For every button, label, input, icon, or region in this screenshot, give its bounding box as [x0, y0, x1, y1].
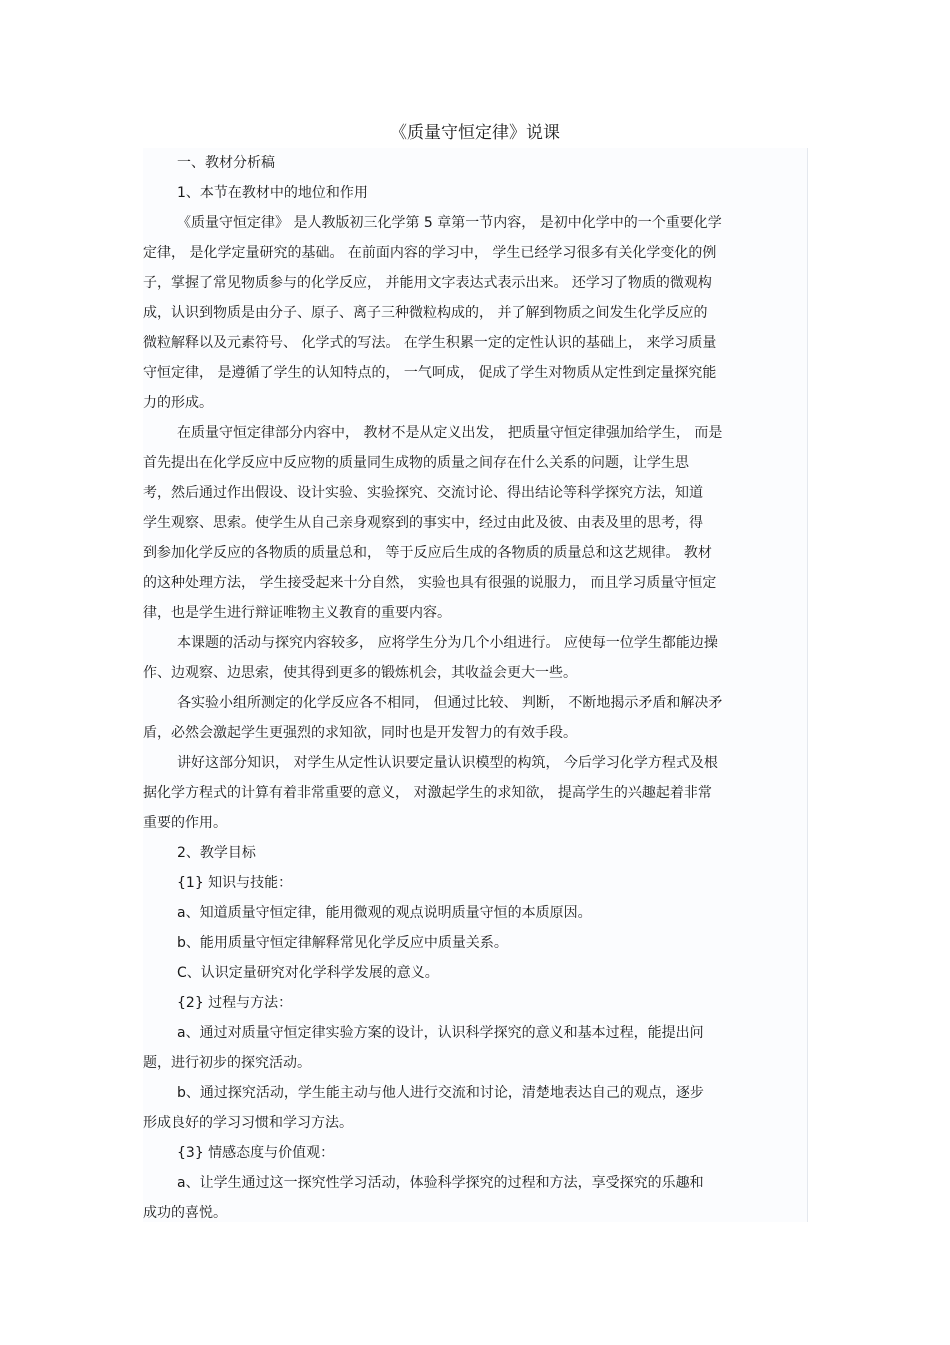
- text-line: 定律， 是化学定量研究的基础。 在前面内容的学习中， 学生已经学习很多有关化学变化的例: [143, 245, 717, 261]
- text-line: a、通过对质量守恒定律实验方案的设计，认识科学探究的意义和基本过程，能提出问: [177, 1025, 704, 1041]
- text-line: 作、边观察、边思索，使其得到更多的锻炼机会，其收益会更大一些。: [143, 665, 577, 681]
- text-line: 首先提出在化学反应中反应物的质量同生成物的质量之间存在什么关系的问题，让学生思: [143, 455, 689, 471]
- text-line: 2、教学目标: [177, 845, 256, 861]
- text-line: 题，进行初步的探究活动。: [143, 1055, 311, 1071]
- text-line: a、让学生通过这一探究性学习活动，体验科学探究的过程和方法，享受探究的乐趣和: [177, 1175, 704, 1191]
- text-line: 成功的喜悦。: [143, 1205, 227, 1221]
- text-line: 重要的作用。: [143, 815, 227, 831]
- text-line: 微粒解释以及元素符号、 化学式的写法。 在学生积累一定的定性认识的基础上， 来学习质量: [143, 335, 717, 351]
- text-line: {3} 情感态度与价值观：: [177, 1145, 335, 1161]
- text-line: 形成良好的学习习惯和学习方法。: [143, 1115, 353, 1131]
- text-line: 律，也是学生进行辩证唯物主义教育的重要内容。: [143, 605, 451, 621]
- text-line: 各实验小组所测定的化学反应各不相同， 但通过比较、 判断， 不断地揭示矛盾和解决矛: [177, 695, 723, 711]
- text-line: 一、教材分析稿: [177, 155, 275, 171]
- text-line: 在质量守恒定律部分内容中， 教材不是从定义出发， 把质量守恒定律强加给学生， 而是: [177, 425, 723, 441]
- text-line: b、通过探究活动，学生能主动与他人进行交流和讨论，清楚地表达自己的观点，逐步: [177, 1085, 704, 1101]
- text-line: b、能用质量守恒定律解释常见化学反应中质量关系。: [177, 935, 508, 951]
- text-line: 守恒定律， 是遵循了学生的认知特点的， 一气呵成， 促成了学生对物质从定性到定量探究能: [143, 365, 717, 381]
- text-body: [143, 148, 823, 1228]
- text-line: 成，认识到物质是由分子、原子、离子三种微粒构成的， 并了解到物质之间发生化学反应的: [143, 305, 708, 321]
- text-line: 本课题的活动与探究内容较多， 应将学生分为几个小组进行。 应使每一位学生都能边操: [177, 635, 718, 651]
- text-line: 考，然后通过作出假设、设计实验、实验探究、交流讨论、得出结论等科学探究方法，知道: [143, 485, 703, 501]
- text-line: {2} 过程与方法：: [177, 995, 293, 1011]
- text-line: 学生观察、思索。使学生从自己亲身观察到的事实中，经过由此及彼、由表及里的思考，得: [143, 515, 703, 531]
- text-line: 《质量守恒定律》 是人教版初三化学第 5 章第一节内容， 是初中化学中的一个重要化学: [177, 215, 722, 231]
- text-line: 到参加化学反应的各物质的质量总和， 等于反应后生成的各物质的质量总和这艺规律。 教材: [143, 545, 712, 561]
- text-line: {1} 知识与技能：: [177, 875, 293, 891]
- text-line: a、知道质量守恒定律，能用微观的观点说明质量守恒的本质原因。: [177, 905, 592, 921]
- text-line: 力的形成。: [143, 395, 213, 411]
- text-line: 的这种处理方法， 学生接受起来十分自然， 实验也具有很强的说服力， 而且学习质量守恒定: [143, 575, 717, 591]
- document-title: 《质量守恒定律》说课: [390, 123, 560, 143]
- text-line: 盾，必然会激起学生更强烈的求知欲，同时也是开发智力的有效手段。: [143, 725, 577, 741]
- text-line: C、认识定量研究对化学科学发展的意义。: [177, 965, 439, 981]
- text-line: 据化学方程式的计算有着非常重要的意义， 对激起学生的求知欲， 提高学生的兴趣起着非常: [143, 785, 712, 801]
- text-line: 子，掌握了常见物质参与的化学反应， 并能用文字表达式表示出来。 还学习了物质的微观构: [143, 275, 712, 291]
- text-line: 讲好这部分知识， 对学生从定性认识要定量认识模型的构筑， 今后学习化学方程式及根: [177, 755, 718, 771]
- text-line: 1、本节在教材中的地位和作用: [177, 185, 368, 201]
